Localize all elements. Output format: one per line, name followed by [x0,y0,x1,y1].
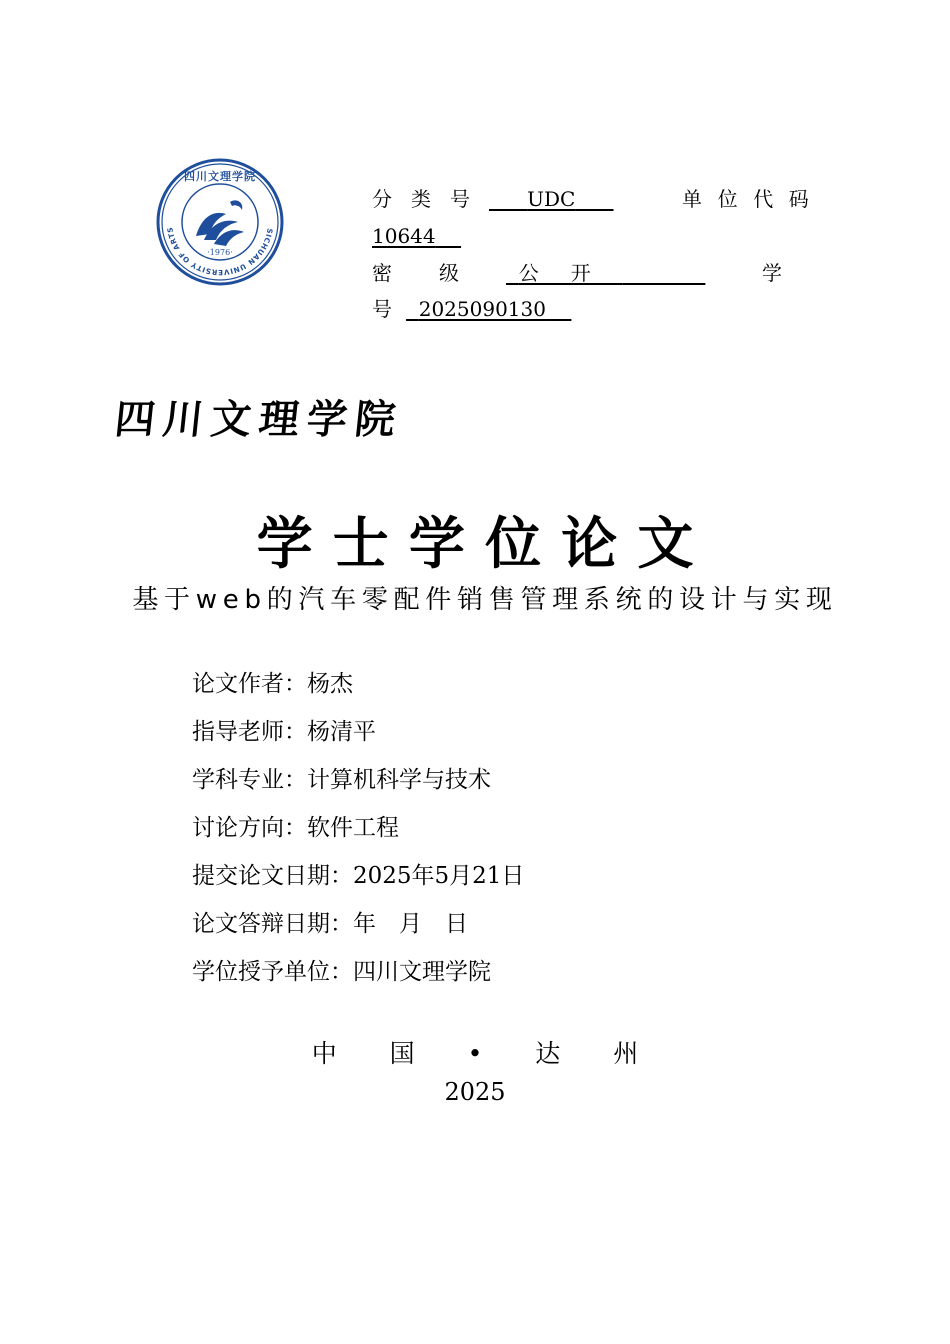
direction-line [192,814,399,842]
advisor-line [192,718,376,746]
advisor-value: 杨清平 [307,719,376,745]
submit-date-value: 2025年5月21日 [353,863,525,889]
defense-date-label: 论文答辩日期： [192,911,353,937]
submit-date-line [192,862,524,890]
author-label: 论文作者： [192,671,307,697]
student-id-label-part1: 学 [762,261,782,285]
year-text: 2025 [444,1078,506,1106]
university-seal-logo [156,158,284,286]
submit-date-label: 提交论文日期： [192,863,353,889]
direction-label: 讨论方向： [192,815,307,841]
unit-code-label: 单位代码 [682,187,825,211]
unit-code-value: 10644 [372,224,436,248]
student-id-value: 2025090130 [418,297,546,321]
seal-graphic [156,158,284,286]
defense-date-value: 年 月 日 [353,911,468,937]
secrecy-row [372,262,705,284]
degree-unit-value: 四川文理学院 [353,959,491,985]
classification-value: UDC [527,187,576,211]
student-id-row [372,298,571,320]
svg-text:·1976·: ·1976· [207,248,233,257]
classification-label: 分类号 [372,187,489,211]
major-label: 学科专业： [192,767,307,793]
major-line [192,766,491,794]
svg-text:SICHUAN UNIVERSITY OF ARTS AND: SICHUAN UNIVERSITY OF ARTS [165,226,275,278]
secrecy-label: 密级 [372,261,506,285]
direction-value: 软件工程 [307,815,399,841]
defense-date-line [192,910,468,938]
degree-unit-label: 学位授予单位： [192,959,353,985]
classification-row [372,188,614,210]
degree-unit-line [192,958,491,986]
thesis-title: 基于web的汽车零配件销售管理系统的设计与实现 [132,585,838,615]
student-id-label-part2: 号 [372,297,392,321]
author-line [192,670,353,698]
university-name-calligraphy: 四川文理学院 [112,396,406,443]
advisor-label: 指导老师： [192,719,307,745]
place-text: 中 国 • 达 州 [311,1039,661,1068]
degree-title: 学士学位论文 [256,512,714,577]
secrecy-value: 公开 [518,261,623,285]
svg-text:四川文理学院: 四川文理学院 [184,170,256,183]
author-value: 杨杰 [307,671,353,697]
major-value: 计算机科学与技术 [307,767,491,793]
unit-code-row [372,225,461,247]
